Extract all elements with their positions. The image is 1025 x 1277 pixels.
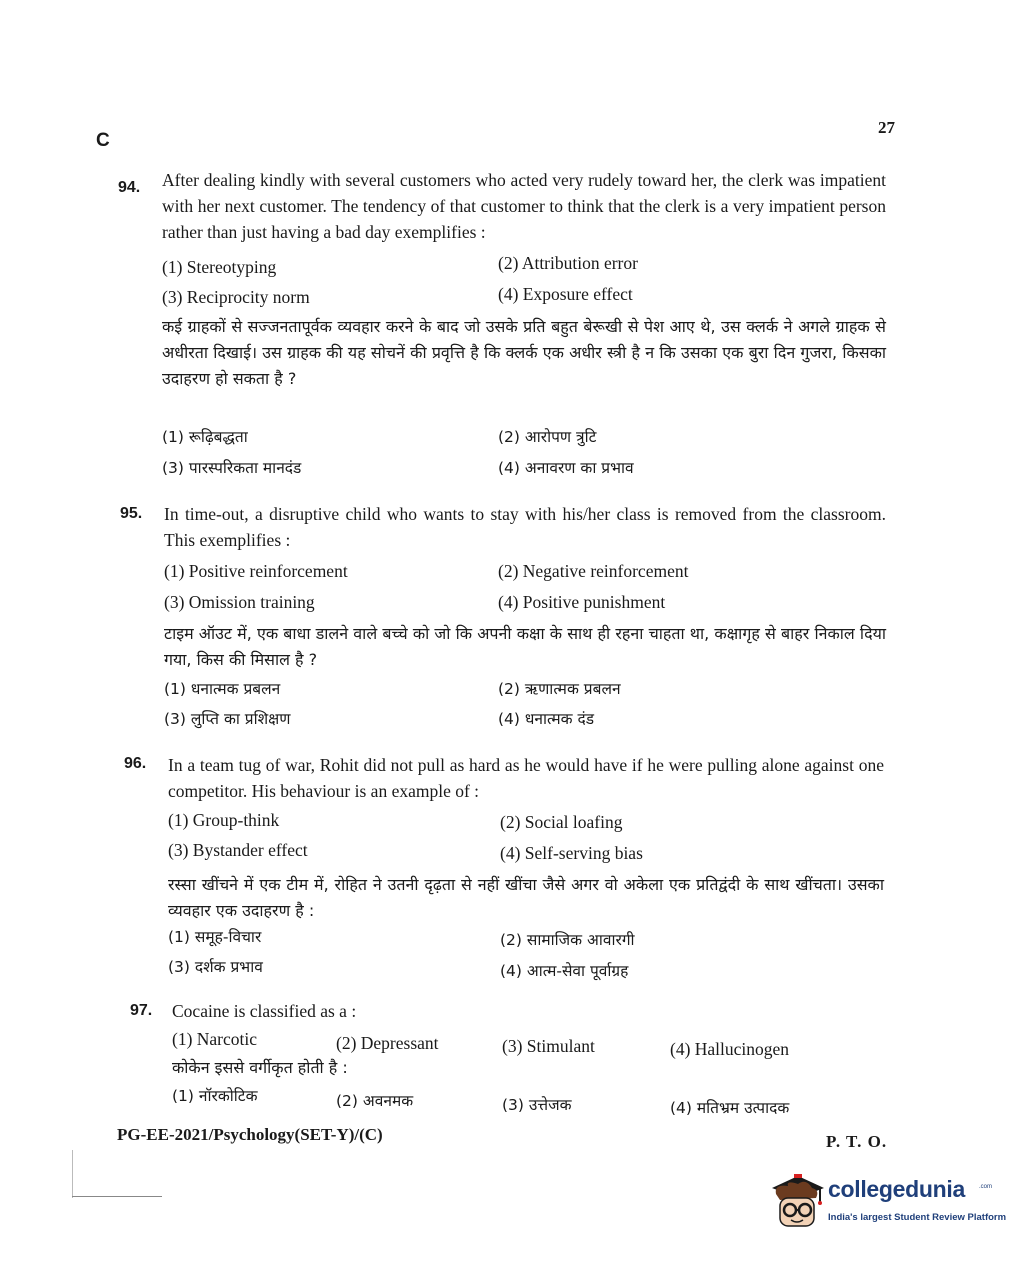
option-1: (1) Narcotic [172, 1029, 258, 1049]
question-text-hindi: कई ग्राहकों से सज्जनतापूर्वक व्यवहार करने के बाद जो उसके प्रति बहुत बेरूखी से पेश आए थे, उस क्लर्क ने अगले ग्राहक से अधीरता दिखाई। उस ग्राहक की यह सोचनें की प्रवृत्ति है कि क्लर्क एक अधीर स्त्री है न कि उसका एक बुरा दिन गुजरा, किसका उदाहरण हो सकता है ? [162, 317, 887, 388]
option-1-hindi: (1) धनात्मक प्रबलन [164, 680, 281, 698]
question-text-english: In time-out, a disruptive child who wants to stay with his/her class is removed from the classroom. This exemplifies : [164, 504, 886, 550]
question-text-english: Cocaine is classified as a : [172, 1001, 357, 1021]
question-text-english: In a team tug of war, Rohit did not pull as hard as he would have if he were pulling alone against one competitor. His behaviour is an example of : [168, 755, 884, 801]
option-3-hindi: (3) दर्शक प्रभाव [168, 958, 263, 976]
option-3: (3) Omission training [164, 592, 315, 612]
option-2: (2) Attribution error [498, 253, 638, 273]
option-4-hindi: (4) अनावरण का प्रभाव [498, 459, 634, 477]
set-label: C [96, 130, 110, 151]
option-3-hindi: (3) उत्तेजक [502, 1096, 572, 1114]
question-number: 94. [118, 179, 141, 196]
scan-edge-line [72, 1150, 73, 1198]
option-4-hindi: (4) मतिभ्रम उत्पादक [670, 1099, 790, 1117]
option-3-hindi: (3) पारस्परिकता मानदंड [162, 459, 302, 477]
question-text-hindi: कोकेन इससे वर्गीकृत होती है : [172, 1058, 348, 1077]
brand-name: collegedunia [828, 1176, 965, 1202]
option-3: (3) Stimulant [502, 1036, 595, 1056]
scan-edge-line [72, 1196, 162, 1197]
paper-code: PG-EE-2021/Psychology(SET-Y)/(C) [117, 1125, 383, 1144]
option-2: (2) Negative reinforcement [498, 561, 689, 581]
option-3: (3) Reciprocity norm [162, 287, 310, 307]
question-number: 97. [130, 1002, 153, 1019]
question-text-hindi: टाइम ऑउट में, एक बाधा डालने वाले बच्चे को जो कि अपनी कक्षा के साथ ही रहना चाहता था, कक्षागृह से बाहर निकाल दिया गया, किस की मिसाल है ? [164, 624, 886, 669]
option-1: (1) Group-think [168, 810, 280, 830]
option-1: (1) Stereotyping [162, 257, 277, 277]
option-2: (2) Social loafing [500, 812, 623, 832]
option-2-hindi: (2) अवनमक [336, 1092, 414, 1110]
option-4: (4) Self-serving bias [500, 843, 643, 863]
brand-tagline: India's largest Student Review Platform [828, 1212, 1007, 1223]
option-4-hindi: (4) आत्म-सेवा पूर्वाग्रह [500, 962, 629, 980]
option-1-hindi: (1) समूह-विचार [168, 928, 262, 946]
option-4-hindi: (4) धनात्मक दंड [498, 710, 595, 728]
option-4: (4) Hallucinogen [670, 1039, 790, 1059]
option-2-hindi: (2) आरोपण त्रुटि [498, 428, 597, 446]
mascot-icon [768, 1172, 826, 1234]
question-text-hindi: रस्सा खींचने में एक टीम में, रोहित ने उतनी दृढ़ता से नहीं खींचा जैसे अगर वो अकेला एक प्रतिद्वंदी के साथ खींचता। उसका व्यवहार एक उदाहरण है : [168, 875, 884, 920]
brand-domain: .com [979, 1184, 993, 1190]
option-3-hindi: (3) लुप्ति का प्रशिक्षण [164, 710, 291, 728]
option-2: (2) Depressant [336, 1033, 439, 1053]
please-turn-over: P. T. O. [826, 1132, 888, 1151]
option-4: (4) Positive punishment [498, 592, 666, 612]
question-number: 95. [120, 505, 143, 522]
question-text-english: After dealing kindly with several customers who acted very rudely toward her, the clerk was impatient with her next customer. The tendency of that customer to think that the clerk is a very impatient person rather than just having a bad day exemplifies : [162, 170, 886, 242]
option-1-hindi: (1) नॉरकोटिक [172, 1087, 258, 1105]
collegedunia-watermark [768, 1172, 1007, 1234]
option-1: (1) Positive reinforcement [164, 561, 348, 581]
option-2-hindi: (2) सामाजिक आवारगी [500, 931, 635, 949]
option-2-hindi: (2) ऋणात्मक प्रबलन [498, 680, 621, 698]
option-1-hindi: (1) रूढ़िबद्धता [162, 428, 248, 446]
option-4: (4) Exposure effect [498, 284, 633, 304]
page-number: 27 [878, 118, 895, 137]
question-number: 96. [124, 755, 147, 772]
option-3: (3) Bystander effect [168, 840, 308, 860]
